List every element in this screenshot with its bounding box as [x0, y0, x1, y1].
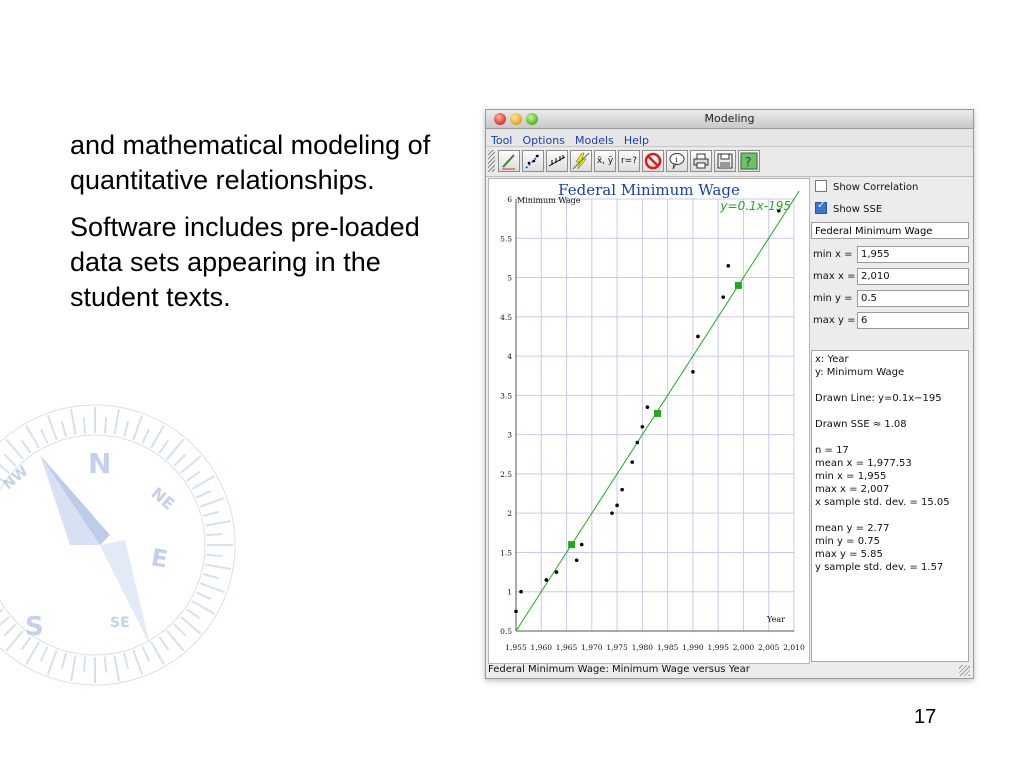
- data-point: [620, 488, 624, 492]
- svg-text:SE: SE: [110, 615, 130, 631]
- scatter-tool-button[interactable]: [522, 150, 544, 172]
- menu-models[interactable]: Models: [575, 134, 614, 147]
- x-tick-label: 1,975: [606, 643, 628, 652]
- x-tick-label: 2,000: [732, 643, 755, 652]
- data-point: [514, 610, 518, 614]
- chart-title: Federal Minimum Wage: [558, 181, 740, 199]
- info-tool-button[interactable]: [666, 150, 688, 172]
- info-balloon-icon: [667, 151, 687, 171]
- slide-paragraph-1: and mathematical modeling of quantitative relationships.: [70, 130, 431, 195]
- param-row-min-y: [811, 290, 971, 308]
- data-point: [721, 295, 725, 299]
- show-correlation-check[interactable]: [815, 180, 827, 192]
- lightning-icon: [571, 151, 591, 171]
- y-tick-label: 4: [507, 352, 512, 362]
- y-tick-label: 3.5: [500, 391, 512, 401]
- show-sse-label: Show SSE: [833, 204, 883, 215]
- resize-grip-icon[interactable]: [959, 665, 970, 676]
- data-point: [691, 370, 695, 374]
- y-tick-label: 6: [507, 195, 512, 204]
- stats-line: Drawn SSE ≈ 1.08: [815, 419, 907, 430]
- data-point: [641, 425, 645, 429]
- slide-paragraph-2: Software includes pre-loaded data sets appearing in the student texts.: [70, 212, 420, 312]
- stats-line: n = 17: [815, 445, 849, 456]
- svg-text:NW: NW: [0, 463, 32, 494]
- data-point: [630, 460, 634, 464]
- menu-options[interactable]: Options: [522, 134, 565, 147]
- stats-line: Drawn Line: y=0.1x−195: [815, 393, 942, 404]
- x-tick-label: 1,970: [581, 643, 603, 652]
- x-tick-label: 2,005: [757, 643, 780, 652]
- slide-number: 17: [914, 706, 937, 728]
- print-tool-button[interactable]: [690, 150, 712, 172]
- svg-text:N: N: [88, 447, 112, 480]
- options-panel: [811, 178, 972, 662]
- question-icon: [739, 151, 759, 171]
- min-x-input[interactable]: [857, 246, 969, 263]
- svg-text:E: E: [148, 543, 170, 574]
- x-tick-label: 1,985: [656, 643, 679, 652]
- menu-tool[interactable]: Tool: [491, 134, 513, 147]
- status-bar: Federal Minimum Wage: Minimum Wage versus Year: [488, 664, 750, 675]
- max-y-input[interactable]: [857, 312, 969, 329]
- stats-line: [815, 509, 965, 522]
- floppy-icon: [715, 151, 735, 171]
- y-tick-label: 3: [507, 430, 512, 440]
- show-correlation-checkbox[interactable]: [815, 181, 918, 197]
- data-point: [555, 570, 559, 574]
- param-row-max-y: [811, 312, 971, 330]
- stats-line: x: Year: [815, 354, 849, 365]
- param-row-max-x: [811, 268, 971, 286]
- max-x-label: max x =: [813, 271, 856, 282]
- svg-text:NE: NE: [147, 483, 179, 514]
- line-handle[interactable]: [654, 410, 661, 417]
- stats-line: [815, 405, 965, 418]
- printer-icon: [691, 151, 711, 171]
- data-point: [580, 543, 584, 547]
- x-tick-label: 1,995: [707, 643, 729, 652]
- svg-text:S: S: [25, 612, 44, 642]
- y-tick-label: 2.5: [500, 469, 512, 479]
- pencil-icon: [499, 151, 519, 171]
- toolbar: [486, 147, 973, 177]
- scatter-plot[interactable]: [489, 179, 809, 663]
- help-tool-button[interactable]: [738, 150, 760, 172]
- y-tick-label: 4.5: [500, 312, 512, 322]
- residuals-icon: [547, 151, 567, 171]
- x-tick-label: 1,965: [555, 643, 578, 652]
- show-sse-check[interactable]: [815, 202, 827, 214]
- min-y-input[interactable]: [857, 290, 969, 307]
- y-tick-label: 1: [507, 587, 512, 597]
- data-point: [646, 405, 650, 409]
- data-point: [610, 511, 614, 515]
- correlation-tool-button[interactable]: r=?: [618, 150, 640, 172]
- stats-line: y: Minimum Wage: [815, 367, 905, 378]
- y-tick-label: 0.5: [500, 627, 512, 636]
- y-tick-label: 5.5: [500, 234, 512, 244]
- max-y-label: max y =: [813, 315, 856, 326]
- y-tick-label: 2: [507, 509, 512, 519]
- x-tick-label: 1,990: [682, 643, 704, 652]
- stats-line: mean y = 2.77: [815, 523, 890, 534]
- data-point: [575, 559, 579, 563]
- x-tick-label: 1,980: [631, 643, 654, 652]
- highlight-tool-button[interactable]: [570, 150, 592, 172]
- stats-line: x sample std. dev. = 15.05: [815, 497, 950, 508]
- stats-line: [815, 379, 965, 392]
- stats-line: max x = 2,007: [815, 484, 890, 495]
- clear-tool-button[interactable]: [642, 150, 664, 172]
- y-tick-label: 5: [507, 273, 512, 283]
- param-row-min-x: [811, 246, 971, 264]
- data-point: [615, 504, 619, 508]
- stats-line: min x = 1,955: [815, 471, 887, 482]
- line-handle[interactable]: [735, 282, 742, 289]
- x-tick-label: 1,955: [505, 643, 527, 652]
- y-axis-label: Minimum Wage: [517, 196, 581, 205]
- residual-tool-button[interactable]: [546, 150, 568, 172]
- x-tick-label: 2,010: [783, 643, 805, 652]
- svg-text:i: i: [675, 156, 678, 164]
- line-equation: y=0.1x-195: [720, 199, 791, 213]
- min-x-label: min x =: [813, 249, 853, 260]
- title-bar[interactable]: [486, 110, 973, 129]
- dataset-title-field[interactable]: Federal Minimum Wage: [811, 222, 969, 239]
- x-axis-label: Year: [767, 615, 785, 624]
- scatter-line-icon: [523, 151, 543, 171]
- data-point: [696, 335, 700, 339]
- data-point: [726, 264, 730, 268]
- stats-line: max y = 5.85: [815, 549, 883, 560]
- line-handle[interactable]: [568, 541, 575, 548]
- no-sign-icon: [643, 151, 663, 171]
- stats-line: min y = 0.75: [815, 536, 880, 547]
- statistics-output: [811, 350, 969, 662]
- svg-text:?: ?: [745, 155, 752, 169]
- stats-line: [815, 431, 965, 444]
- plot-area[interactable]: [488, 178, 810, 664]
- modeling-window: [485, 109, 974, 679]
- means-tool-button[interactable]: x̄, ȳ: [594, 150, 616, 172]
- stats-line: mean x = 1,977.53: [815, 458, 912, 469]
- y-tick-label: 1.5: [500, 548, 512, 558]
- slide-body: [70, 128, 450, 327]
- toolbar-grip[interactable]: [488, 150, 495, 172]
- save-tool-button[interactable]: [714, 150, 736, 172]
- pencil-tool-button[interactable]: [498, 150, 520, 172]
- min-y-label: min y =: [813, 293, 853, 304]
- data-point: [519, 590, 523, 594]
- stats-line: y sample std. dev. = 1.57: [815, 562, 944, 573]
- menu-help[interactable]: Help: [623, 134, 649, 147]
- show-sse-checkbox[interactable]: [815, 203, 882, 219]
- data-point: [545, 578, 549, 582]
- data-point: [636, 441, 640, 445]
- window-title: Modeling: [704, 112, 755, 125]
- compass-watermark-icon: [0, 395, 250, 695]
- max-x-input[interactable]: [857, 268, 969, 285]
- show-correlation-label: Show Correlation: [833, 182, 919, 193]
- menu-bar: [486, 129, 973, 147]
- x-tick-label: 1,960: [530, 643, 553, 652]
